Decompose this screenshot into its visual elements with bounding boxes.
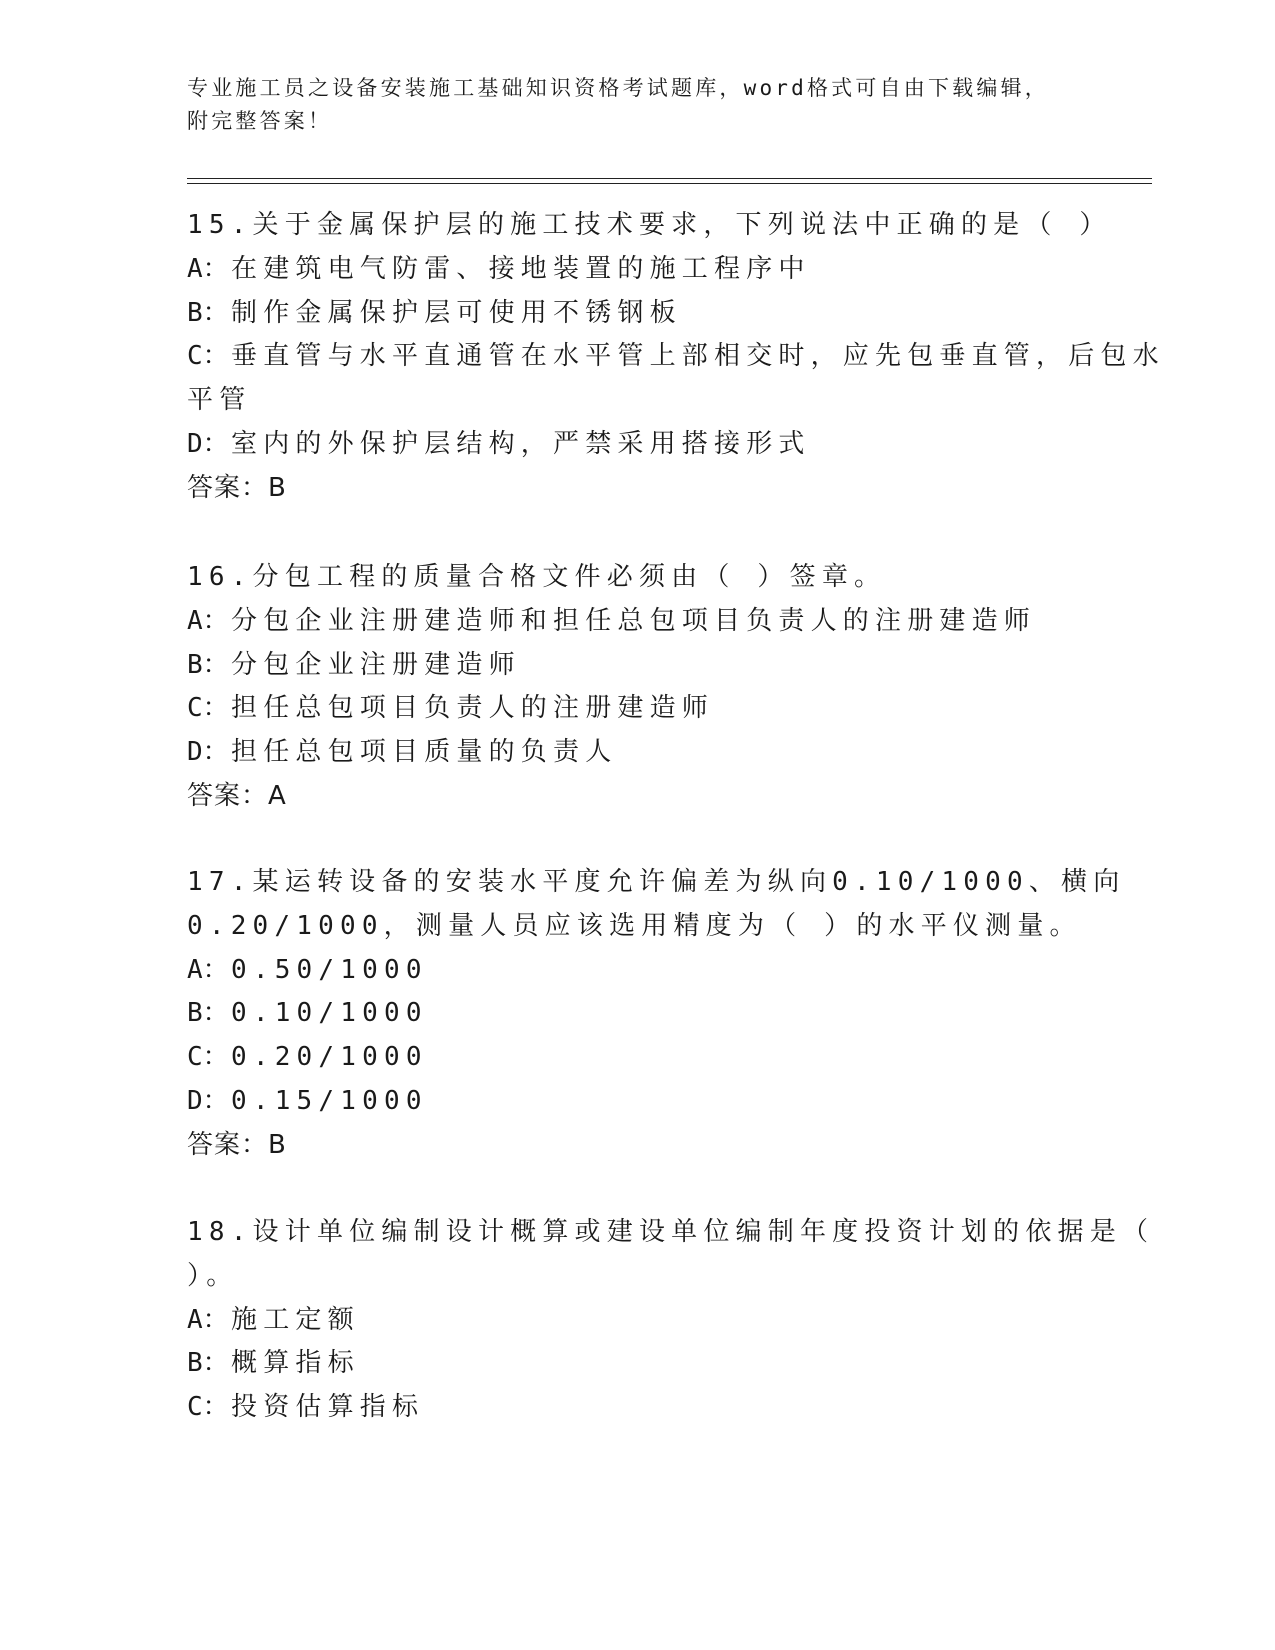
option-text: 概算指标 (231, 1348, 360, 1379)
answer-option (187, 1303, 360, 1337)
header-line-2: 附完整答案！ (187, 109, 333, 133)
question-stem: 0.20/1000，测量人员应该选用精度为（ ）的水平仪测量。 (187, 910, 1082, 941)
option-letter: C： (187, 693, 229, 724)
answer-option (187, 1084, 428, 1118)
option-letter: D： (187, 737, 229, 768)
header-line-1: 专业施工员之设备安装施工基础知识资格考试题库，word格式可自由下载编辑， (187, 76, 1049, 100)
option-letter: A： (187, 605, 229, 636)
header-divider-bottom (187, 183, 1152, 184)
question-stem: 16.分包工程的质量合格文件必须由（ ）签章。 (187, 562, 887, 592)
answer-option (187, 735, 617, 769)
option-text: 0.15/1000 (231, 1086, 428, 1116)
option-text: 0.10/1000 (231, 998, 428, 1029)
option-letter: A： (187, 954, 229, 985)
answer-option (187, 296, 682, 330)
option-text: 分包企业注册建造师和担任总包项目负责人的注册建造师 (231, 605, 1037, 636)
option-text: 投资估算指标 (231, 1392, 425, 1423)
option-letter: B： (187, 297, 229, 328)
document-header (187, 72, 1087, 138)
option-text: 制作金属保护层可使用不锈钢板 (231, 297, 682, 328)
option-text: 平管 (187, 385, 252, 416)
option-letter: D： (187, 1086, 229, 1116)
answer-option (187, 648, 521, 682)
option-text: 垂直管与水平直通管在水平管上部相交时，应先包垂直管，后包水 (231, 341, 1165, 372)
option-letter: B： (187, 998, 229, 1029)
header-divider-top (187, 178, 1152, 179)
option-text: 在建筑电气防雷、接地装置的施工程序中 (231, 253, 811, 284)
option-letter: A： (187, 1304, 229, 1335)
answer-option (187, 339, 1165, 373)
question-stem: 15.关于金属保护层的施工技术要求，下列说法中正确的是（ ） (187, 210, 1112, 240)
option-letter: C： (187, 1392, 229, 1423)
option-letter: D： (187, 429, 229, 459)
answer-option (187, 691, 714, 725)
option-text: 担任总包项目质量的负责人 (231, 737, 618, 768)
option-letter: A： (187, 253, 229, 284)
answer-key: 答案：A (187, 781, 287, 811)
answer-option (187, 1040, 428, 1074)
answer-key: 答案：B (187, 1129, 287, 1160)
option-text: 0.20/1000 (231, 1042, 428, 1073)
option-text: 分包企业注册建造师 (231, 649, 521, 680)
answer-option (187, 953, 428, 987)
option-letter: C： (187, 1042, 229, 1073)
question-stem: ）。 (187, 1260, 239, 1291)
option-text: 室内的外保护层结构，严禁采用搭接形式 (231, 429, 811, 459)
question-stem: 17.某运转设备的安装水平度允许偏差为纵向0.10/1000、横向 (187, 867, 1126, 897)
answer-option (187, 1390, 424, 1424)
option-letter: B： (187, 1348, 229, 1379)
option-text: 担任总包项目负责人的注册建造师 (231, 693, 715, 724)
option-letter: C： (187, 341, 229, 372)
answer-option (187, 1346, 360, 1380)
answer-option (187, 427, 811, 461)
option-text: 0.50/1000 (231, 954, 428, 985)
answer-key: 答案：B (187, 472, 287, 503)
answer-option (187, 252, 811, 286)
option-letter: B： (187, 649, 229, 680)
option-text: 施工定额 (231, 1304, 360, 1335)
answer-option (187, 383, 251, 417)
answer-option (187, 604, 1036, 638)
answer-option (187, 996, 428, 1030)
question-stem: 18.设计单位编制设计概算或建设单位编制年度投资计划的依据是（ (187, 1217, 1155, 1247)
